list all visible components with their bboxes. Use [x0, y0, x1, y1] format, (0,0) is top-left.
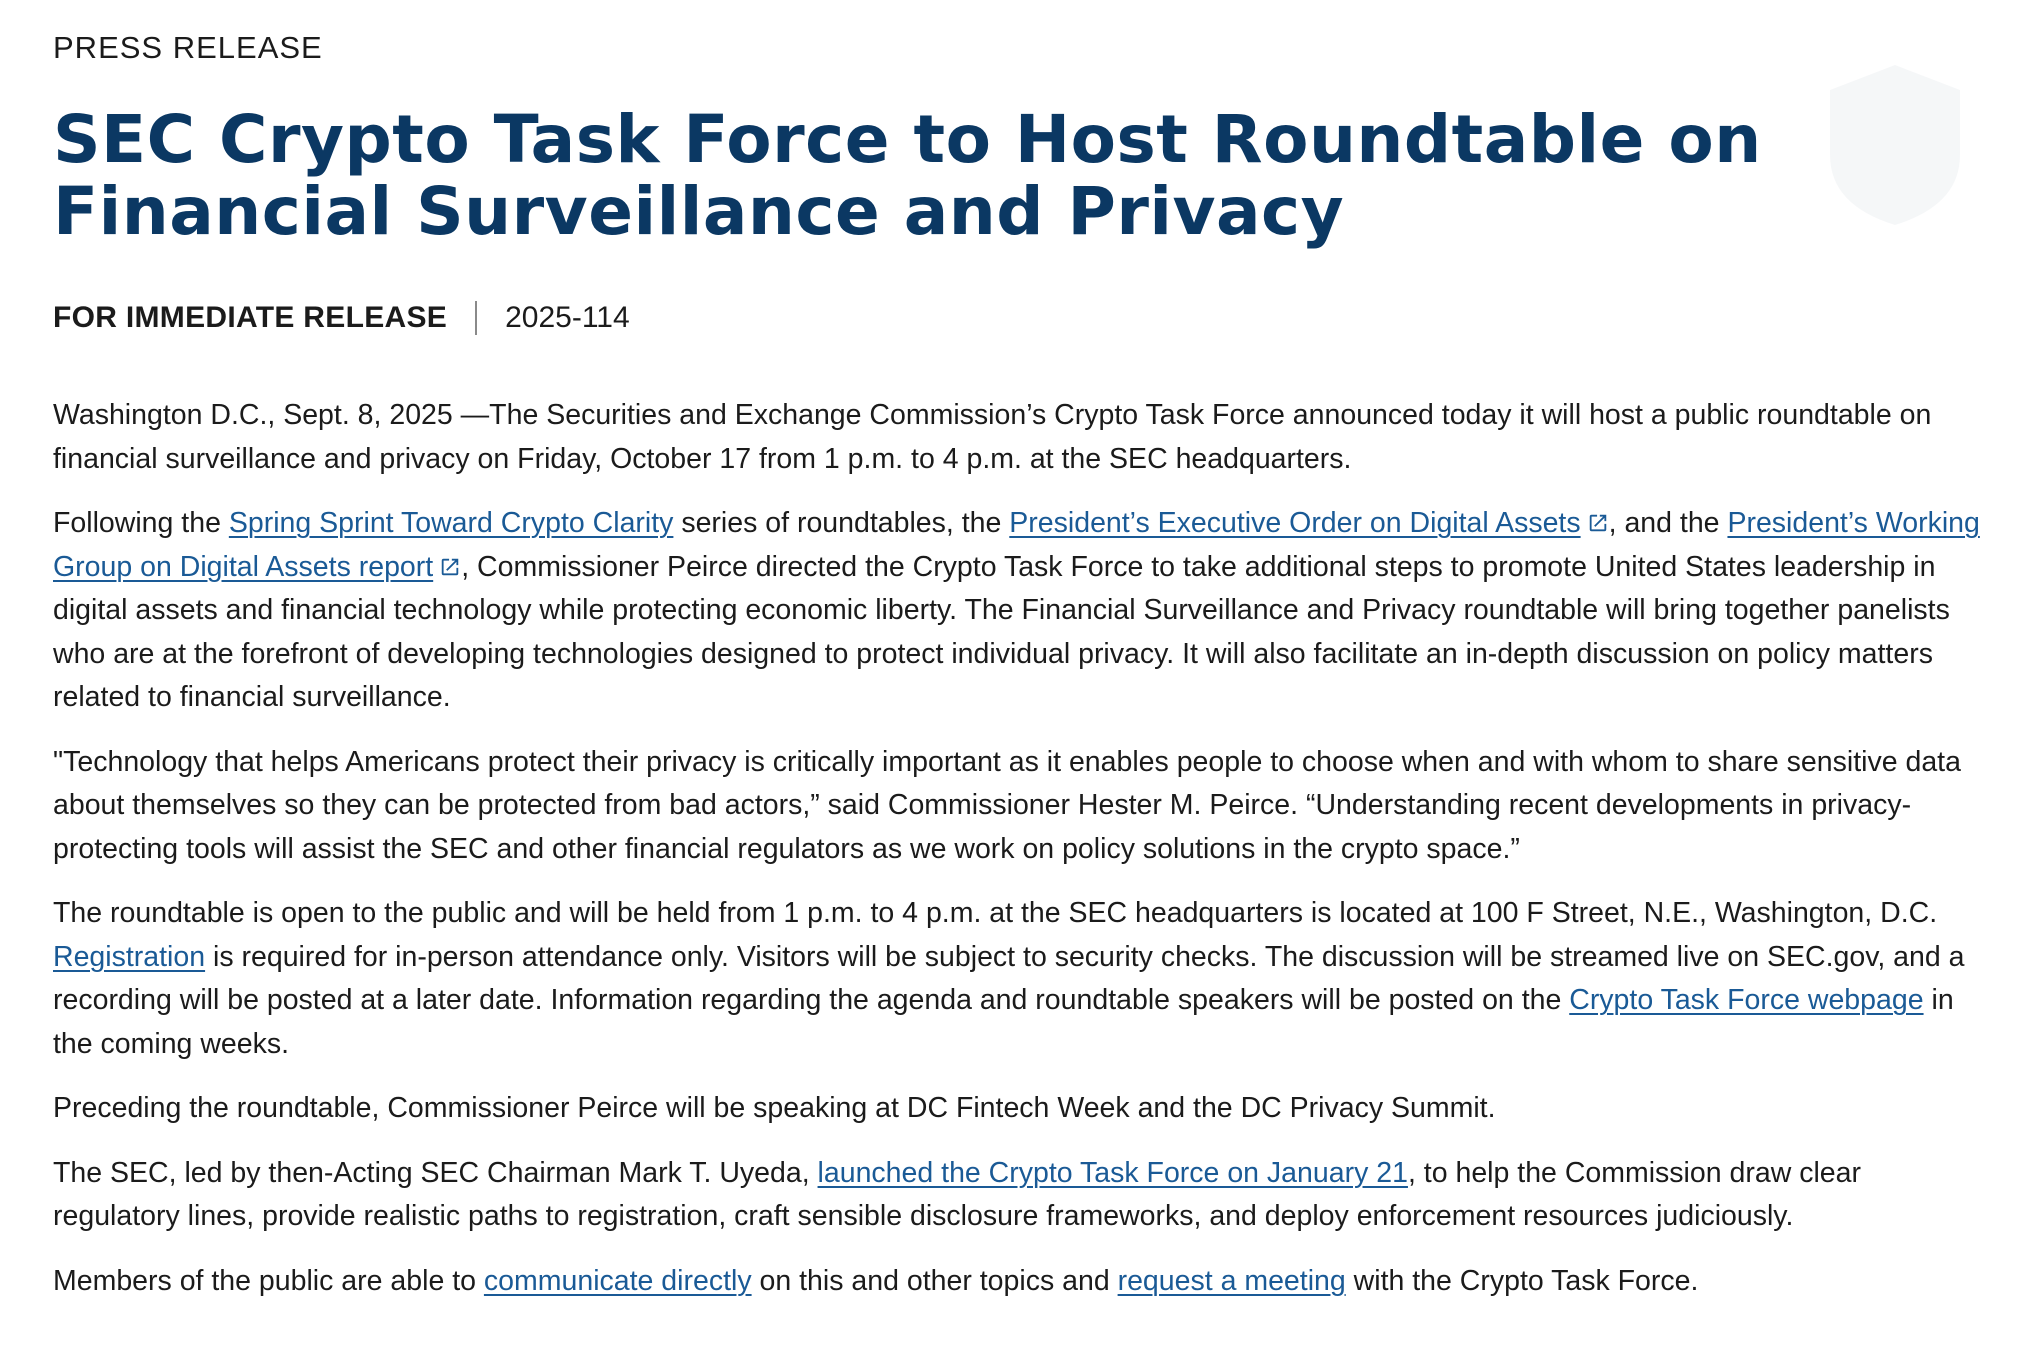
link-registration[interactable]: Registration [53, 940, 206, 973]
paragraph-contact [53, 1260, 1993, 1304]
paragraph-quote: "Technology that helps Americans protect their privacy is critically important as it enables people to choose when and with whom to share sensitive data about themselves so they can be protected from bad actors,” said Commissioner Hester M. Peirce. “Understanding recent developments in privacy-protecting tools will assist the SEC and other financial regulators as we work on policy solutions in the crypto space.” [53, 745, 1961, 865]
release-meta [53, 298, 1993, 338]
text-run: Members of the public are able to [53, 1264, 484, 1297]
meta-divider [475, 301, 477, 335]
text-run: , Commissioner Peirce directed the Crypto Task Force to take additional steps to promote United States leadership in digital assets and financial technology while protecting economic liberty. The Financial Surveillance and Privacy roundtable will bring together panelists who are at the forefront of developing technologies designed to protect individual privacy. It will also facilitate an in-depth discussion on policy matters related to financial surveillance. [53, 550, 1950, 713]
paragraph-preceding: Preceding the roundtable, Commissioner Peirce will be speaking at DC Fintech Week and the DC Privacy Summit. [53, 1092, 1496, 1124]
link-communicate-directly[interactable]: communicate directly [483, 1264, 752, 1297]
link-task-force-webpage[interactable]: Crypto Task Force webpage [1569, 984, 1924, 1016]
paragraph-intro [53, 394, 1993, 481]
paragraph-history [53, 1152, 1993, 1239]
link-task-force-launch[interactable]: launched the Crypto Task Force on January 21 [817, 1156, 1408, 1189]
paragraph-background [53, 502, 1993, 720]
text-run: The roundtable is open to the public and will be held from 1 p.m. to 4 p.m. at the SEC headquarters is located at 100 F Street, N.E., Washington, D.C. [53, 897, 1938, 929]
press-release [53, 28, 1993, 1324]
text-run: in the coming weeks. [53, 984, 1954, 1060]
text-run: The SEC, led by then-Acting SEC Chairman Mark T. Uyeda, [53, 1156, 818, 1189]
text-run: series of roundtables, the [673, 507, 1010, 539]
page-title: SEC Crypto Task Force to Host Roundtable on Financial Surveillance and Privacy [53, 101, 1762, 250]
paragraph-logistics [53, 892, 1993, 1066]
article-body [53, 394, 1993, 1303]
external-link-icon [1587, 512, 1609, 534]
external-link-icon [439, 556, 461, 578]
dateline: Washington D.C., Sept. 8, 2025 [53, 399, 453, 431]
text-run: on this and other topics and [751, 1264, 1118, 1297]
link-working-group-label: President’s Working Group on Digital Assets report [53, 507, 1980, 583]
text-run: with the Crypto Task Force. [1345, 1264, 1699, 1297]
text-run: , and the [1608, 507, 1728, 539]
link-request-meeting[interactable]: request a meeting [1117, 1264, 1346, 1297]
release-label: FOR IMMEDIATE RELEASE [53, 301, 448, 334]
link-executive-order[interactable] [1009, 507, 1608, 539]
eyebrow-label: PRESS RELEASE [53, 30, 323, 65]
text-run: Following the [53, 507, 229, 539]
intro-text: —The Securities and Exchange Commission’s Crypto Task Force announced today it will host a public roundtable on financial surveillance and privacy on Friday, October 17 from 1 p.m. to 4 p.m. at the SEC headquarters. [53, 399, 1932, 475]
link-spring-sprint[interactable]: Spring Sprint Toward Crypto Clarity [228, 507, 674, 539]
link-executive-order-label: President’s Executive Order on Digital Assets [1009, 507, 1581, 539]
text-run: is required for in-person attendance only. Visitors will be subject to security checks. The discussion will be streamed live on SEC.gov, and a recording will be posted at a later date. Information regarding the agenda and roundtable speakers will be posted on the [53, 940, 1965, 1016]
release-number: 2025-114 [505, 301, 630, 334]
text-run: , to help the Commission draw clear regulatory lines, provide realistic paths to registration, craft sensible disclosure frameworks, and deploy enforcement resources judiciously. [53, 1156, 1861, 1232]
